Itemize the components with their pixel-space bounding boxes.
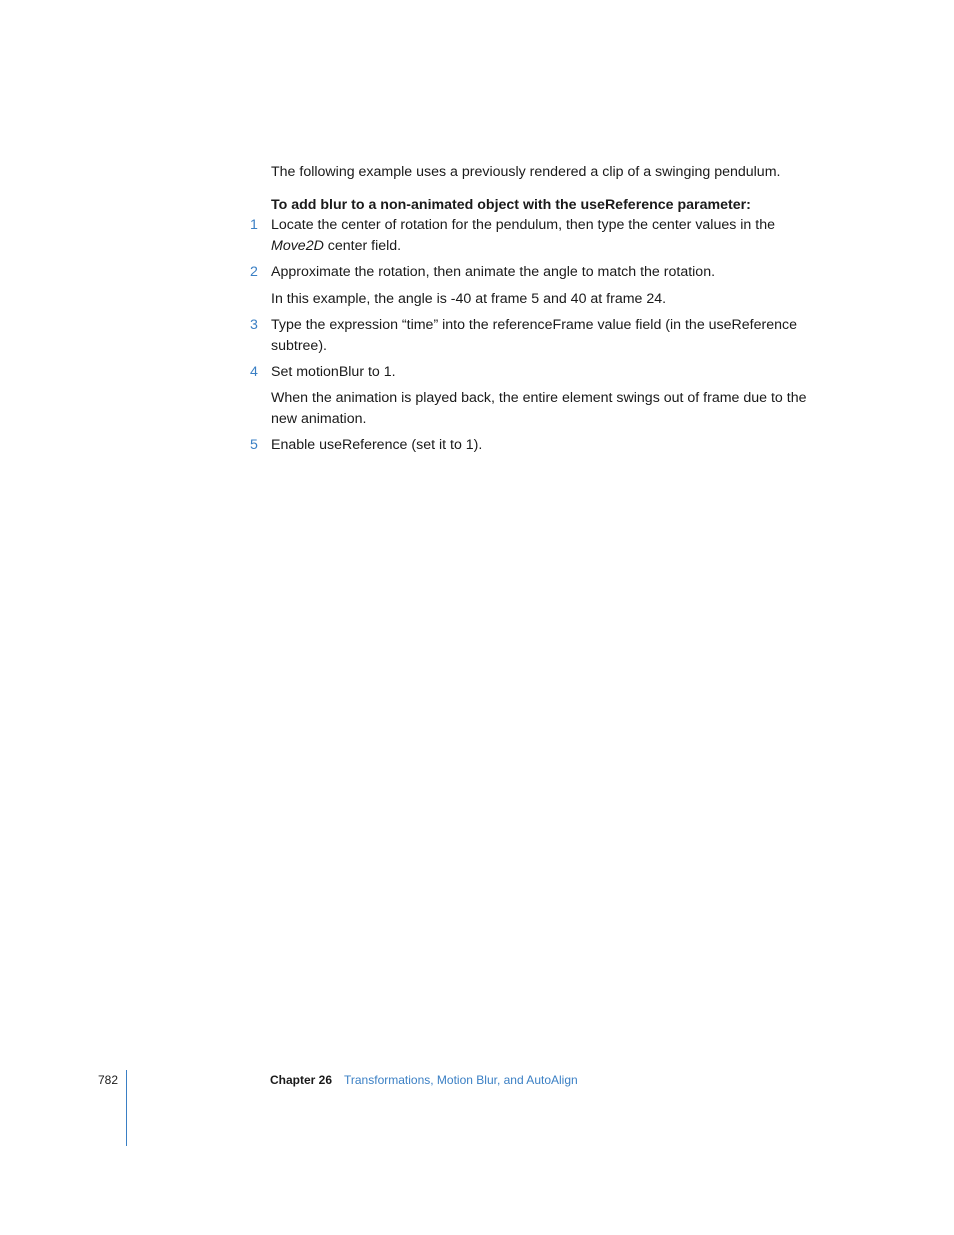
step-4-text: Set motionBlur to 1. <box>271 364 396 380</box>
step-3-text <box>271 315 831 357</box>
step-1-line2-rest: center field. <box>323 238 402 254</box>
step-4-note-line1: When the animation is played back, the entire element swings out of frame due to the <box>271 390 807 406</box>
task-heading: To add blur to a non-animated object with the useReference parameter: <box>271 197 751 213</box>
intro-paragraph: The following example uses a previously rendered a clip of a swinging pendulum. <box>271 164 781 180</box>
page-number: 782 <box>98 1073 119 1087</box>
step-4-note-line2: new animation. <box>271 411 367 427</box>
step-1-italic-term: Move2D <box>271 238 324 254</box>
step-3-line1: Type the expression “time” into the referenceFrame value field (in the useReference <box>271 317 797 333</box>
step-number-3: 3 <box>250 317 258 333</box>
step-2-text: Approximate the rotation, then animate the angle to match the rotation. <box>271 264 716 280</box>
step-number-2: 2 <box>250 264 258 280</box>
step-2-note: In this example, the angle is -40 at frame 5 and 40 at frame 24. <box>271 291 667 307</box>
step-1-line1: Locate the center of rotation for the pendulum, then type the center values in the <box>271 217 775 233</box>
step-number-1: 1 <box>250 217 258 233</box>
step-5-text: Enable useReference (set it to 1). <box>271 437 483 453</box>
step-number-4: 4 <box>250 364 258 380</box>
step-1-text <box>271 215 831 257</box>
step-4-note <box>271 388 831 430</box>
step-number-5: 5 <box>250 437 258 453</box>
footer-chapter-label: Chapter 26 <box>270 1073 333 1087</box>
footer-divider <box>126 1070 127 1146</box>
step-3-line2: subtree). <box>271 338 327 354</box>
footer-chapter-title: Transformations, Motion Blur, and AutoAlign <box>344 1073 578 1087</box>
